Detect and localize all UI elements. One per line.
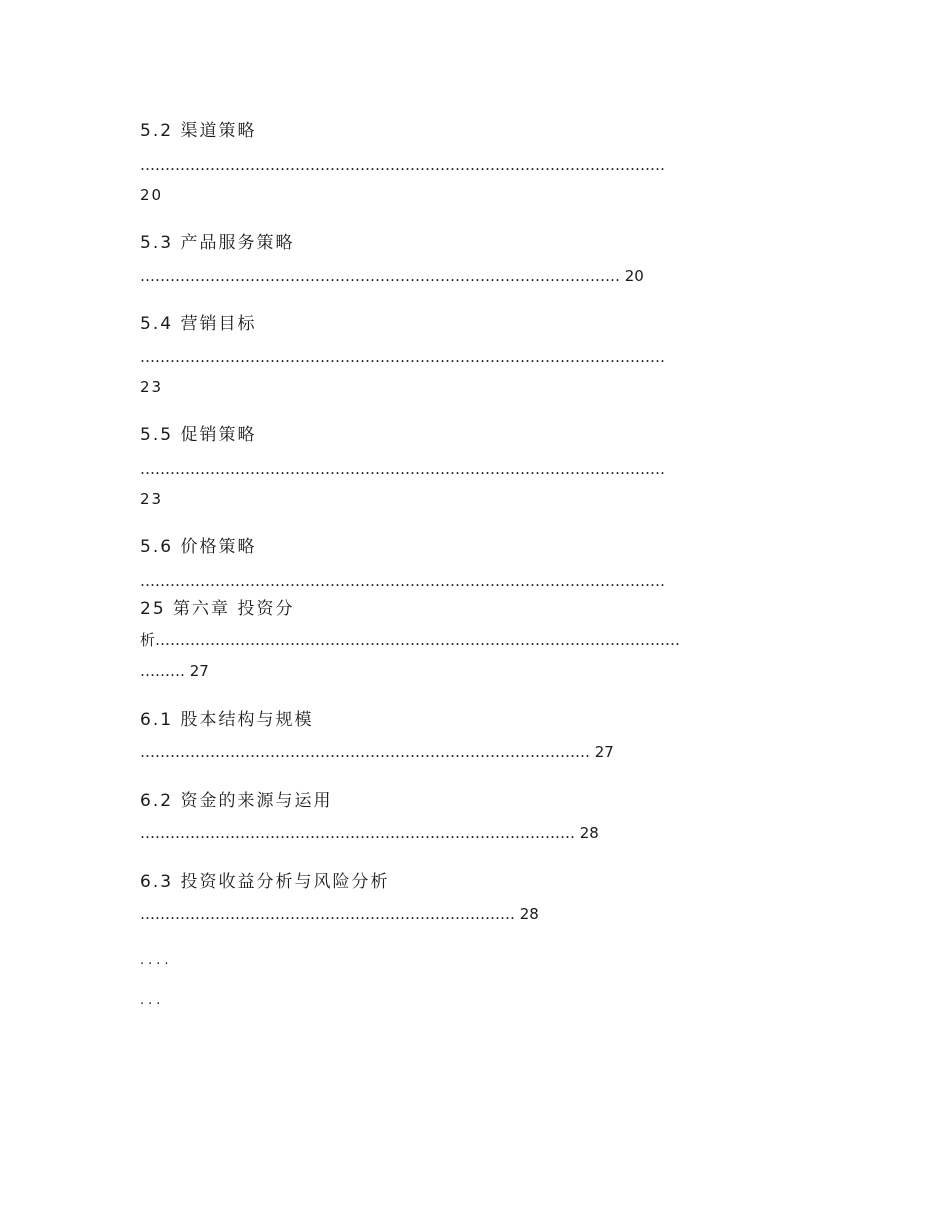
- toc-entry-5-4-title[interactable]: 5.4 营销目标: [140, 314, 257, 334]
- toc-entry-6-1-leader-page: ……………………………………………………………………………… 27: [140, 743, 614, 761]
- toc-entry-5-5-page: 23: [140, 490, 164, 508]
- toc-entry-5-2-leader: ……………………………………………………………………………………………: [140, 156, 665, 174]
- toc-entry-6-3-leader-page: ………………………………………………………………… 28: [140, 905, 539, 923]
- toc-entry-5-6-leader: ……………………………………………………………………………………………: [140, 572, 665, 590]
- toc-entry-6-2-leader-page: …………………………………………………………………………… 28: [140, 824, 599, 842]
- toc-entry-5-4-page: 23: [140, 378, 164, 396]
- toc-entry-6-2-title[interactable]: 6.2 资金的来源与运用: [140, 791, 333, 811]
- toc-entry-5-2-page: 20: [140, 186, 164, 204]
- toc-entry-5-6-page-and-chapter-6[interactable]: 25 第六章 投资分: [140, 599, 295, 619]
- toc-entry-5-2-title[interactable]: 5.2 渠道策略: [140, 121, 257, 141]
- toc-tail-dots-1: ....: [140, 953, 173, 968]
- toc-entry-5-5-leader: ……………………………………………………………………………………………: [140, 460, 665, 478]
- toc-tail-dots-2: ...: [140, 993, 165, 1008]
- toc-entry-5-3-leader-page: …………………………………………………………………………………… 20: [140, 267, 644, 285]
- toc-entry-5-6-title[interactable]: 5.6 价格策略: [140, 537, 257, 557]
- toc-entry-5-5-title[interactable]: 5.5 促销策略: [140, 425, 257, 445]
- toc-entry-6-1-title[interactable]: 6.1 股本结构与规模: [140, 710, 314, 730]
- toc-entry-5-3-title[interactable]: 5.3 产品服务策略: [140, 233, 295, 253]
- toc-entry-chapter-6-continuation: 析……………………………………………………………………………………………: [140, 631, 681, 649]
- toc-entry-5-4-leader: ……………………………………………………………………………………………: [140, 348, 665, 366]
- toc-entry-chapter-6-leader-page: ……… 27: [140, 662, 209, 680]
- toc-entry-6-3-title[interactable]: 6.3 投资收益分析与风险分析: [140, 872, 390, 892]
